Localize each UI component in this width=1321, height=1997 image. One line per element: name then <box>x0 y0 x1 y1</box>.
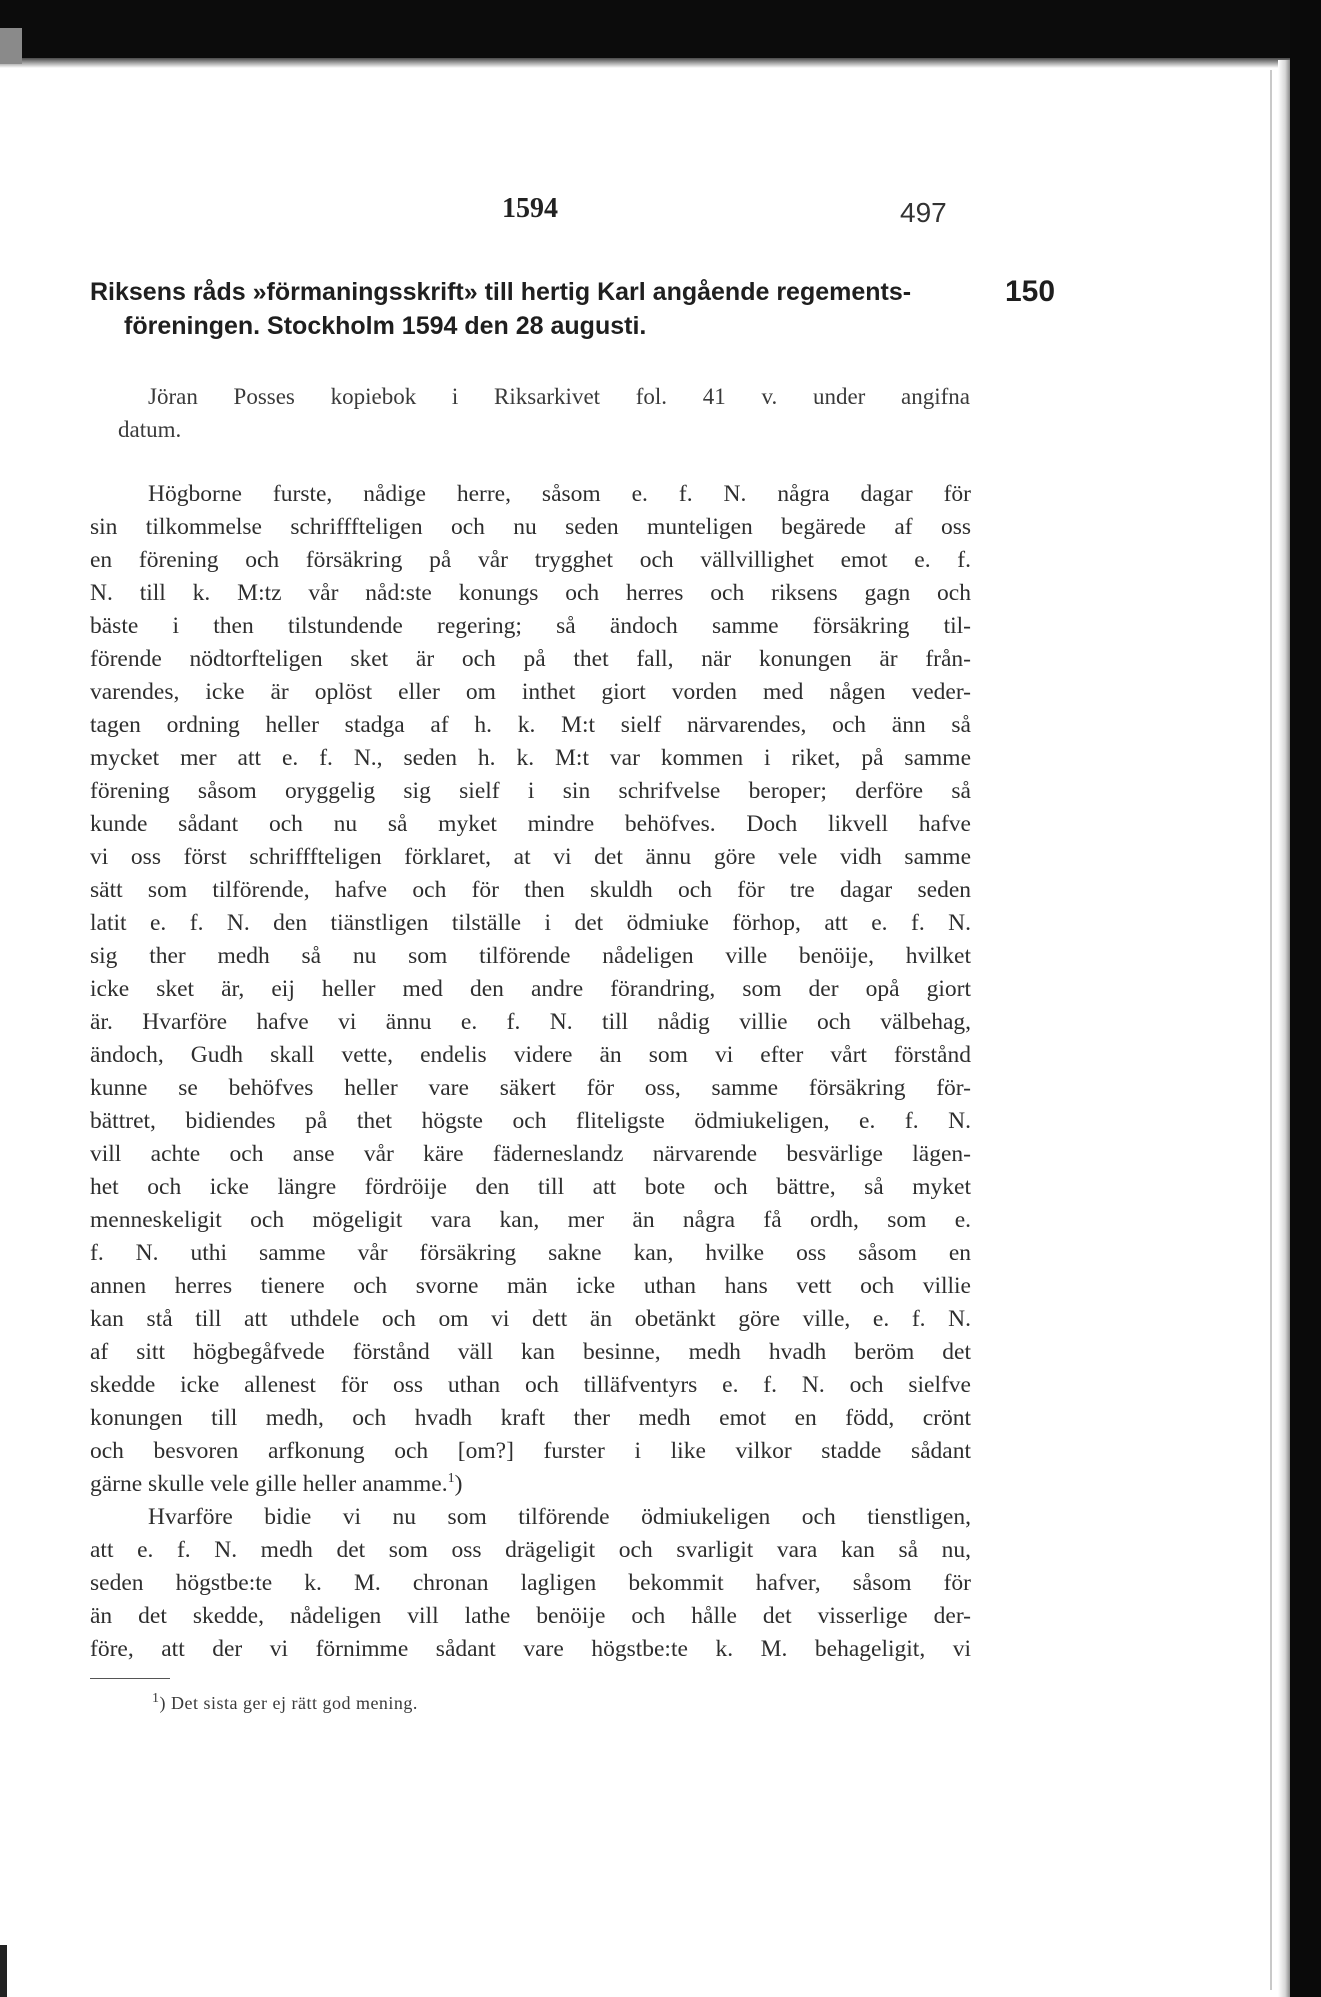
footnote-text: ) Det sista ger ej rätt god mening. <box>159 1693 418 1713</box>
footnote-reference-paren: ) <box>454 1471 463 1497</box>
body-line: annen herres tienere och svorne män icke uthan hans vett och villie <box>90 1273 971 1299</box>
page-header <box>90 185 1090 235</box>
body-line: varendes, icke är oplöst eller om inthet giort vorden med någen veder- <box>90 679 971 705</box>
footnote-divider <box>90 1678 170 1679</box>
document-page <box>90 160 1270 1960</box>
body-line: sätt som tilförende, hafve och för then skuldh och för tre dagar seden <box>90 877 971 903</box>
footnote-reference-marker: 1 <box>447 1471 455 1487</box>
body-line: seden högstbe:te k. M. chronan lagligen bekommit hafver, såsom för <box>90 1570 971 1596</box>
body-line: icke sket är, eij heller med den andre förandring, som der opå giort <box>90 976 971 1002</box>
body-line: het och icke längre fördröije den till att bote och bättre, så myket <box>90 1174 971 1200</box>
body-line: latit e. f. N. den tiänstligen tilställe i det ödmiuke förhop, att e. f. N. <box>90 910 971 936</box>
body-line: en förening och försäkring på vår trygghet och vällvillighet emot e. f. <box>90 547 971 573</box>
source-line-1: Jöran Posses kopiebok i Riksarkivet fol. 41 v. under angifna <box>148 384 970 409</box>
scan-border-top-fade <box>0 58 1321 68</box>
scan-mark-bottom <box>0 1945 7 1997</box>
body-line: vill achte och anse vår käre fäderneslandz närvarende besvärlige lägen- <box>90 1141 971 1167</box>
body-line: konungen till medh, och hvadh kraft ther medh emot en född, crönt <box>90 1405 971 1431</box>
body-line: förende nödtorfteligen sket är och på thet fall, när konungen är från- <box>90 646 971 672</box>
body-line: kan stå till att uthdele och om vi dett än obetänkt göre ville, e. f. N. <box>90 1306 971 1332</box>
body-line: Högborne furste, nådige herre, såsom e. f. N. några dagar för <box>148 481 971 507</box>
entry-number: 150 <box>1005 275 1056 308</box>
footnote <box>152 1693 418 1714</box>
body-line: kunde sådant och nu så myket mindre behöfves. Doch likvell hafve <box>90 811 971 837</box>
body-line: än det skedde, nådeligen vill lathe benöije och hålle det visserlige der- <box>90 1603 971 1629</box>
page-number: 497 <box>900 197 947 228</box>
body-line: mycket mer att e. f. N., seden h. k. M:t var kommen i riket, på samme <box>90 745 971 771</box>
source-note <box>90 380 970 446</box>
scan-border-right <box>1290 0 1321 1997</box>
body-line: af sitt högbegåfvede förstånd väll kan besinne, medh hvadh beröm det <box>90 1339 971 1365</box>
letter-body <box>90 478 971 1666</box>
scan-speck <box>0 28 22 64</box>
body-line: bättret, bidiendes på thet högste och fliteligste ödmiukeligen, e. f. N. <box>90 1108 971 1134</box>
scan-page-edge-shadow <box>1278 60 1290 1997</box>
source-line-2: datum. <box>118 417 182 442</box>
scan-page-edge-line <box>1270 70 1272 1990</box>
scan-border-top <box>0 0 1321 58</box>
document-heading <box>90 275 970 343</box>
heading-line-2: föreningen. Stockholm 1594 den 28 augusti. <box>124 312 647 340</box>
body-line: är. Hvarföre hafve vi ännu e. f. N. till nådig villie och välbehag, <box>90 1009 971 1035</box>
body-line: vi oss först schrifffteligen förklaret, at vi det ännu göre vele vidh samme <box>90 844 971 870</box>
body-line: kunne se behöfves heller vare säkert för oss, samme försäkring för- <box>90 1075 971 1101</box>
footnote-marker: 1 <box>152 1691 160 1706</box>
body-line: ändoch, Gudh skall vette, endelis videre än som vi efter vårt förstånd <box>90 1042 971 1068</box>
body-line-with-footnote <box>90 1468 971 1501</box>
body-line: f. N. uthi samme vår försäkring sakne kan, hvilke oss såsom en <box>90 1240 971 1266</box>
body-line: Hvarföre bidie vi nu som tilförende ödmiukeligen och tienstligen, <box>148 1504 971 1530</box>
body-line: menneskeligit och mögeligit vara kan, mer än några få ordh, som e. <box>90 1207 971 1233</box>
page-year: 1594 <box>502 193 558 224</box>
body-line-text: gärne skulle vele gille heller anamme. <box>90 1471 448 1497</box>
body-line: tagen ordning heller stadga af h. k. M:t sielf närvarendes, och änn så <box>90 712 971 738</box>
body-line: att e. f. N. medh det som oss drägeligit och svarligit vara kan så nu, <box>90 1537 971 1563</box>
body-line: och besvoren arfkonung och [om?] furster i like vilkor stadde sådant <box>90 1438 971 1464</box>
heading-line-1: Riksens råds »förmaningsskrift» till hertig Karl angående regements- <box>90 278 912 306</box>
body-line: N. till k. M:tz vår nåd:ste konungs och herres och riksens gagn och <box>90 580 971 606</box>
body-line: skedde icke allenest för oss uthan och tilläfventyrs e. f. N. och sielfve <box>90 1372 971 1398</box>
body-line: före, att der vi förnimme sådant vare högstbe:te k. M. behageligit, vi <box>90 1636 971 1662</box>
body-line: bäste i then tilstundende regering; så ändoch samme försäkring til- <box>90 613 971 639</box>
body-line: sin tilkommelse schrifffteligen och nu seden munteligen begärede af oss <box>90 514 971 540</box>
body-line: sig ther medh så nu som tilförende nådeligen ville benöije, hvilket <box>90 943 971 969</box>
body-line: förening såsom oryggelig sig sielf i sin schrifvelse beroper; derföre så <box>90 778 971 804</box>
